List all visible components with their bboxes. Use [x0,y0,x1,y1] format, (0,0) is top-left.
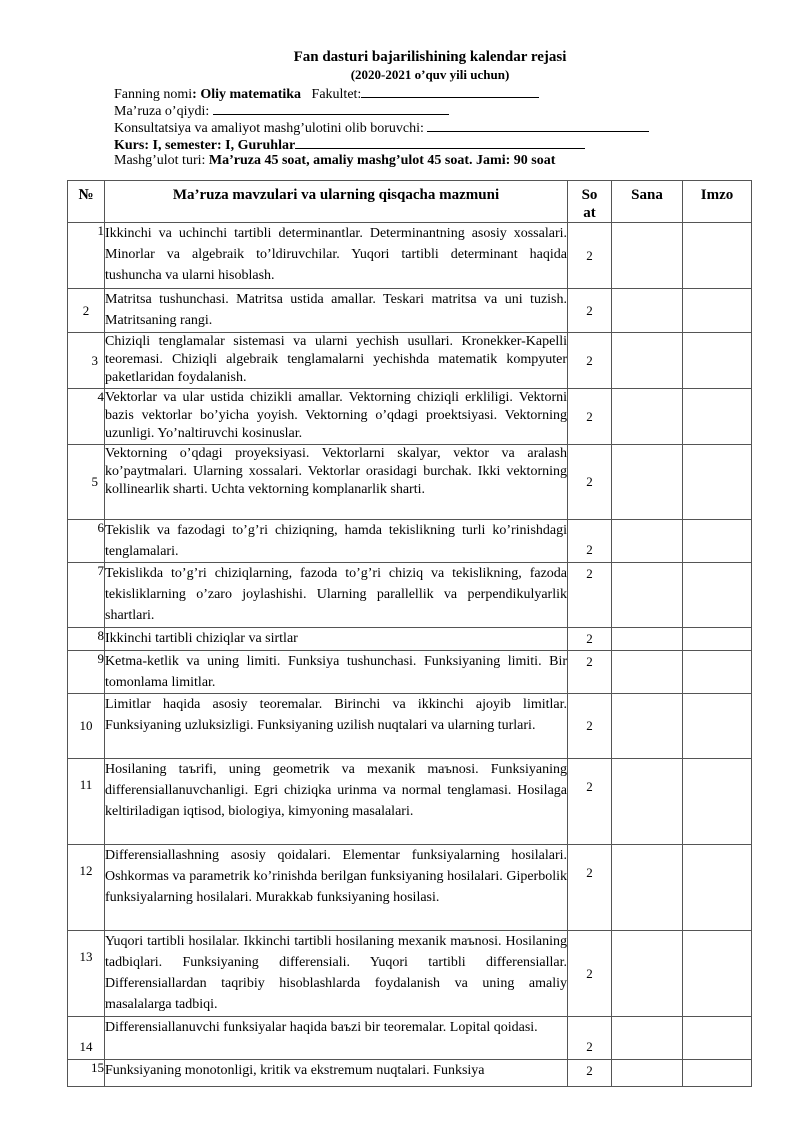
col-header-topic: Ma’ruza mavzulari va ularning qisqacha mazmuni [105,181,568,223]
lesson-type-label: Mashg’ulot turi: [114,153,209,168]
subject-label: Fanning nomi [114,87,193,102]
calendar-plan-table [67,180,752,1087]
table-row [68,694,752,759]
row-signature[interactable] [683,931,752,1017]
row-hours: 2 [568,931,612,1017]
row-hours: 2 [568,389,612,445]
row-number: 2 [68,289,105,333]
row-hours: 2 [568,223,612,289]
row-topic: Yuqori tartibli hosilalar. Ikkinchi tartibli hosilaning mexanik maъnosi. Hosilaning tadbiqlari. Funksiyaning differensiali. Yuqori tartibli differensiallar. Differensiallardan taqribiy hisoblashlarda foydalanish va uning amaliy masalalarga tadbiqi. [105,931,568,1017]
row-hours: 2 [568,520,612,563]
row-hours: 2 [568,333,612,389]
faculty-label: Fakultet: [311,87,362,102]
row-hours: 2 [568,563,612,628]
row-hours: 2 [568,1060,612,1087]
document-subtitle: (2020-2021 o’quv yili uchun) [350,67,510,82]
row-topic: Chiziqli tenglamalar sistemasi va ularni yechish usullari. Kronekker-Kapelli teoremasi. Chiziqli algebraik tenglamalarni yechishda matematik kompyuter paketlaridan foydalanish. [105,333,568,389]
row-number: 5 [68,445,105,520]
col-header-signature: Imzo [683,181,752,223]
row-topic: Limitlar haqida asosiy teoremalar. Birinchi va ikkinchi ajoyib limitlar. Funksiyaning uzluksizligi. Funksiyaning uzilish nuqtalari va ularning turlari. [105,694,568,759]
row-topic: Funksiyaning monotonligi, kritik va ekstremum nuqtalari. Funksiya [105,1060,568,1087]
row-topic: Tekislikda to’g’ri chiziqlarning, fazoda to’g’ri chiziq va tekislikning, fazoda tekisliklarning o’zaro joylashishi. Ularning parallellik va perpendikulyarlik shartlari. [105,563,568,628]
row-signature[interactable] [683,223,752,289]
row-date[interactable] [612,289,683,333]
col-header-date: Sana [612,181,683,223]
row-date[interactable] [612,445,683,520]
row-signature[interactable] [683,1060,752,1087]
row-hours: 2 [568,1017,612,1060]
lesson-type-value: Ma’ruza 45 soat, amaliy mashg’ulot 45 soat. Jami: 90 soat [208,153,556,168]
table-row [68,759,752,845]
col-header-hours: Soat [568,181,612,223]
row-number: 4 [68,389,105,445]
row-date[interactable] [612,333,683,389]
row-number: 15 [68,1060,105,1087]
row-hours: 2 [568,289,612,333]
consultant-label: Konsultatsiya va amaliyot mashg’ulotini olib boruvchi: [114,121,424,136]
row-signature[interactable] [683,333,752,389]
row-signature[interactable] [683,651,752,694]
col-header-number: № [68,181,105,223]
groups-blank [295,135,585,149]
row-number: 10 [68,694,105,759]
row-signature[interactable] [683,445,752,520]
row-date[interactable] [612,628,683,651]
row-date[interactable] [612,1017,683,1060]
row-date[interactable] [612,845,683,931]
row-hours: 2 [568,845,612,931]
row-signature[interactable] [683,563,752,628]
row-signature[interactable] [683,759,752,845]
row-number: 3 [68,333,105,389]
table-row [68,289,752,333]
table-row [68,520,752,563]
row-number: 11 [68,759,105,845]
row-signature[interactable] [683,289,752,333]
lecturer-label: Ma’ruza o’qiydi: [114,104,210,119]
row-topic: Ketma-ketlik va uning limiti. Funksiya tushunchasi. Funksiyaning limiti. Bir tomonlama limitlar. [105,651,568,694]
row-date[interactable] [612,1060,683,1087]
row-number: 8 [68,628,105,651]
row-signature[interactable] [683,389,752,445]
row-hours: 2 [568,628,612,651]
row-date[interactable] [612,651,683,694]
table-row [68,389,752,445]
row-topic: Differensiallashning asosiy qoidalari. Elementar funksiyalarning hosilalari. Oshkormas va parametrik ko’rinishda berilgan funksiyaning hosilalari. Giperbolik funksiyalarning hosilalari. Murakkab funksiyaning hosilasi. [105,845,568,931]
row-date[interactable] [612,694,683,759]
row-signature[interactable] [683,628,752,651]
row-number: 1 [68,223,105,289]
row-number: 13 [68,931,105,1017]
table-row [68,931,752,1017]
row-topic: Ikkinchi tartibli chiziqlar va sirtlar [105,628,568,651]
document-title: Fan dasturi bajarilishining kalendar rejasi [293,49,567,65]
table-row [68,1017,752,1060]
table-row [68,628,752,651]
table-row [68,445,752,520]
row-date[interactable] [612,389,683,445]
row-hours: 2 [568,651,612,694]
table-row [68,1060,752,1087]
row-date[interactable] [612,931,683,1017]
row-topic: Differensiallanuvchi funksiyalar haqida baъzi bir teoremalar. Lopital qoidasi. [105,1017,568,1060]
table-header-row [68,181,752,223]
row-topic: Ikkinchi va uchinchi tartibli determinantlar. Determinantning asosiy xossalari. Minorlar va algebraik to’ldiruvchilar. Yuqori tartibli determinant haqida tushuncha va ularni hisoblash. [105,223,568,289]
row-topic: Hosilaning taъrifi, uning geometrik va mexanik maъnosi. Funksiyaning differensiallanuvchanligi. Egri chiziqka urinma va normal tenglamasi. Hosilaga keltiriladigan iqtisod, biologiya, kimyoning masalalari. [105,759,568,845]
row-signature[interactable] [683,694,752,759]
row-number: 14 [68,1017,105,1060]
row-signature[interactable] [683,1017,752,1060]
row-topic: Matritsa tushunchasi. Matritsa ustida amallar. Teskari matritsa va uni tuzish. Matritsaning rangi. [105,289,568,333]
subject-value: : Oliy matematika [192,87,302,102]
faculty-blank [361,84,539,98]
row-topic: Vektorning o’qdagi proyeksiyasi. Vektorlarni skalyar, vektor va aralash ko’paytmalari. Ularning xossalari. Vektorlar orasidagi burchak. Ikki vektorning kollinearlik sharti. Uchta vektorning komplanarlik sharti. [105,445,568,520]
row-topic: Vektorlar va ular ustida chizikli amallar. Vektorning chiziqli erkliligi. Vektorni bazis vektorlar bo’yicha yoyish. Vektorning o’qdagi proektsiyasi. Vektorning uzunligi. Yo’naltiruvchi kosinuslar. [105,389,568,445]
row-number: 12 [68,845,105,931]
row-number: 6 [68,520,105,563]
row-topic: Tekislik va fazodagi to’g’ri chiziqning, hamda tekislikning turli ko’rinishdagi tenglamalari. [105,520,568,563]
row-number: 9 [68,651,105,694]
row-date[interactable] [612,223,683,289]
consultant-blank [427,118,649,132]
row-date[interactable] [612,563,683,628]
table-row [68,333,752,389]
table-row [68,845,752,931]
course-text: Kurs: I, semester: I, Guruhlar [114,138,296,153]
table-row [68,563,752,628]
row-signature[interactable] [683,845,752,931]
lesson-type-line [114,152,555,169]
row-date[interactable] [612,520,683,563]
table-row [68,651,752,694]
row-hours: 2 [568,759,612,845]
row-hours: 2 [568,445,612,520]
row-date[interactable] [612,759,683,845]
lecturer-blank [213,101,449,115]
row-signature[interactable] [683,520,752,563]
table-row [68,223,752,289]
row-number: 7 [68,563,105,628]
row-hours: 2 [568,694,612,759]
